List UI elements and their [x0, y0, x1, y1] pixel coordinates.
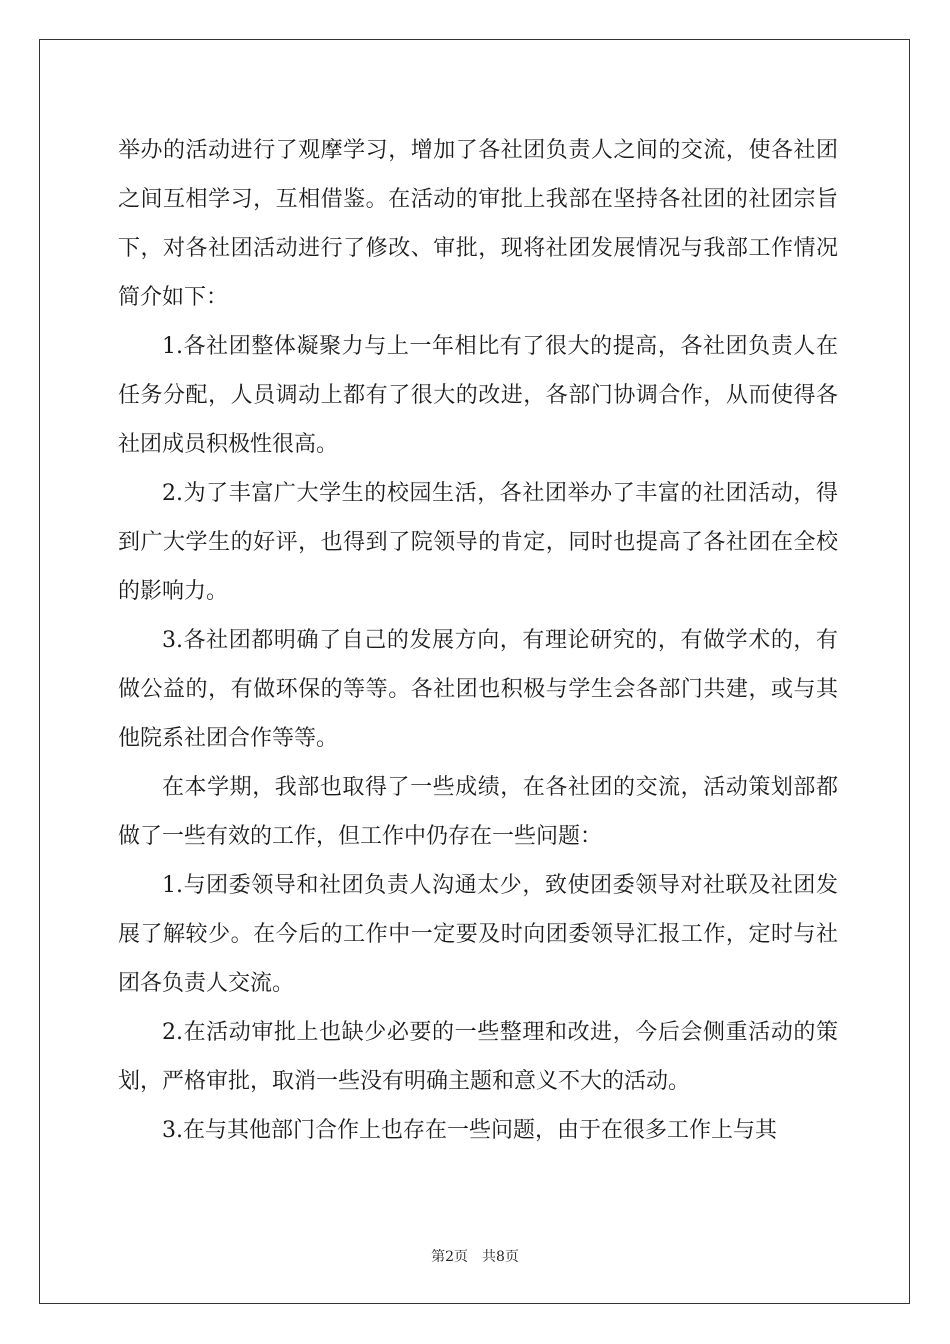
paragraph-3: 2.为了丰富广大学生的校园生活，各社团举办了丰富的社团活动，得到广大学生的好评，也得到了院领导的肯定，同时也提高了各社团在全校的影响力。: [118, 481, 838, 604]
page-number-footer: 第2页 共8页: [431, 1249, 519, 1265]
paragraph-4: 3.各社团都明确了自己的发展方向，有理论研究的，有做学术的，有做公益的，有做环保的等等。各社团也积极与学生会各部门共建，或与其他院系社团合作等等。: [118, 628, 838, 751]
paragraph-6: 1.与团委领导和社团负责人沟通太少，致使团委领导对社联及社团发展了解较少。在今后的工作中一定要及时向团委领导汇报工作，定时与社团各负责人交流。: [118, 873, 838, 996]
paragraph-8: 3.在与其他部门合作上也存在一些问题，由于在很多工作上与其: [162, 1118, 777, 1143]
paragraph-1: 举办的活动进行了观摩学习，增加了各社团负责人之间的交流，使各社团之间互相学习，互相借鉴。在活动的审批上我部在坚持各社团的社团宗旨下，对各社团活动进行了修改、审批，现将社团发展情况与我部工作情况简介如下：: [118, 138, 838, 310]
paragraph-7: 2.在活动审批上也缺少必要的一些整理和改进，今后会侧重活动的策划，严格审批，取消一些没有明确主题和意义不大的活动。: [118, 1020, 838, 1094]
paragraph-2: 1.各社团整体凝聚力与上一年相比有了很大的提高，各社团负责人在任务分配，人员调动上都有了很大的改进，各部门协调合作，从而使得各社团成员积极性很高。: [118, 334, 838, 457]
paragraph-5: 在本学期，我部也取得了一些成绩，在各社团的交流，活动策划部都做了一些有效的工作，但工作中仍存在一些问题：: [118, 775, 838, 849]
document-body: [118, 126, 838, 1155]
